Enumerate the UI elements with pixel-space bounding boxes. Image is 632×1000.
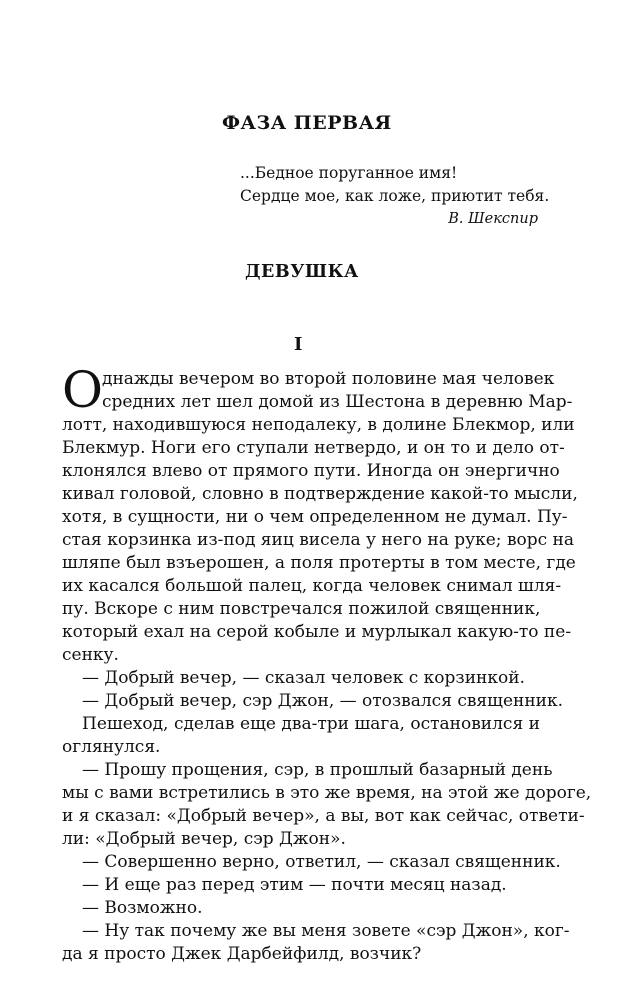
drop-cap: О [62,361,103,419]
text-line: лотт, находившуюся неподалеку, в долине Блекмор, или [62,415,575,435]
text-line: мы с вами встретились в это же время, на этой же дороге, [62,783,592,803]
text-line: и я сказал: «Добрый вечер», а вы, вот как сейчас, ответи- [62,806,585,826]
text-line: шляпе был взъерошен, а поля протерты в том месте, где [62,553,576,573]
epigraph [240,162,550,231]
text-line: клонялся влево от прямого пути. Иногда он энергично [62,461,560,481]
text-line: да я просто Джек Дарбейфилд, возчик? [62,944,422,964]
text-line: — Совершенно верно, ответил, — сказал священник. [82,852,561,872]
text-line: пу. Вскоре с ним повстречался пожилой священник, [62,599,541,619]
text-line: средних лет шел домой из Шестона в деревню Мар- [102,392,573,412]
text-line: сенку. [62,645,119,665]
text-line: Блекмур. Ноги его ступали нетвердо, и он то и дело от- [62,438,565,458]
chapter-title: ДЕВУШКА [245,262,359,282]
text-line: — Возможно. [82,898,203,918]
text-line: — Прошу прощения, сэр, в прошлый базарный день [82,760,553,780]
body-text [62,361,592,966]
text-line: днажды вечером во второй половине мая человек [102,369,555,389]
epigraph-line: Сердце мое, как ложе, приютит тебя. [240,187,550,205]
text-line: кивал головой, словно в подтверждение какой-то мысли, [62,484,578,504]
text-line: — Добрый вечер, — сказал человек с корзинкой. [82,668,525,688]
text-line: ли: «Добрый вечер, сэр Джон». [62,829,346,849]
text-line: — И еще раз перед этим — почти месяц назад. [82,875,507,895]
text-line: — Добрый вечер, сэр Джон, — отозвался священник. [82,691,564,711]
epigraph-line: ...Бедное поруганное имя! [240,164,458,182]
part-title: ФАЗА ПЕРВАЯ [222,112,392,134]
text-line: который ехал на серой кобыле и мурлыкал какую-то пе- [62,622,572,642]
text-line: их касался большой палец, когда человек снимал шля- [62,576,562,596]
text-line: — Ну так почему же вы меня зовете «сэр Джон», ког- [82,921,570,941]
text-line: оглянулся. [62,737,161,757]
text-line: хотя, в сущности, ни о чем определенном не думал. Пу- [62,507,568,527]
epigraph-author: В. Шекспир [448,211,538,227]
text-line: стая корзинка из-под яиц висела у него на руке; ворс на [62,530,575,550]
section-number: I [294,334,303,355]
text-line: Пешеход, сделав еще два-три шага, остановился и [82,714,540,734]
